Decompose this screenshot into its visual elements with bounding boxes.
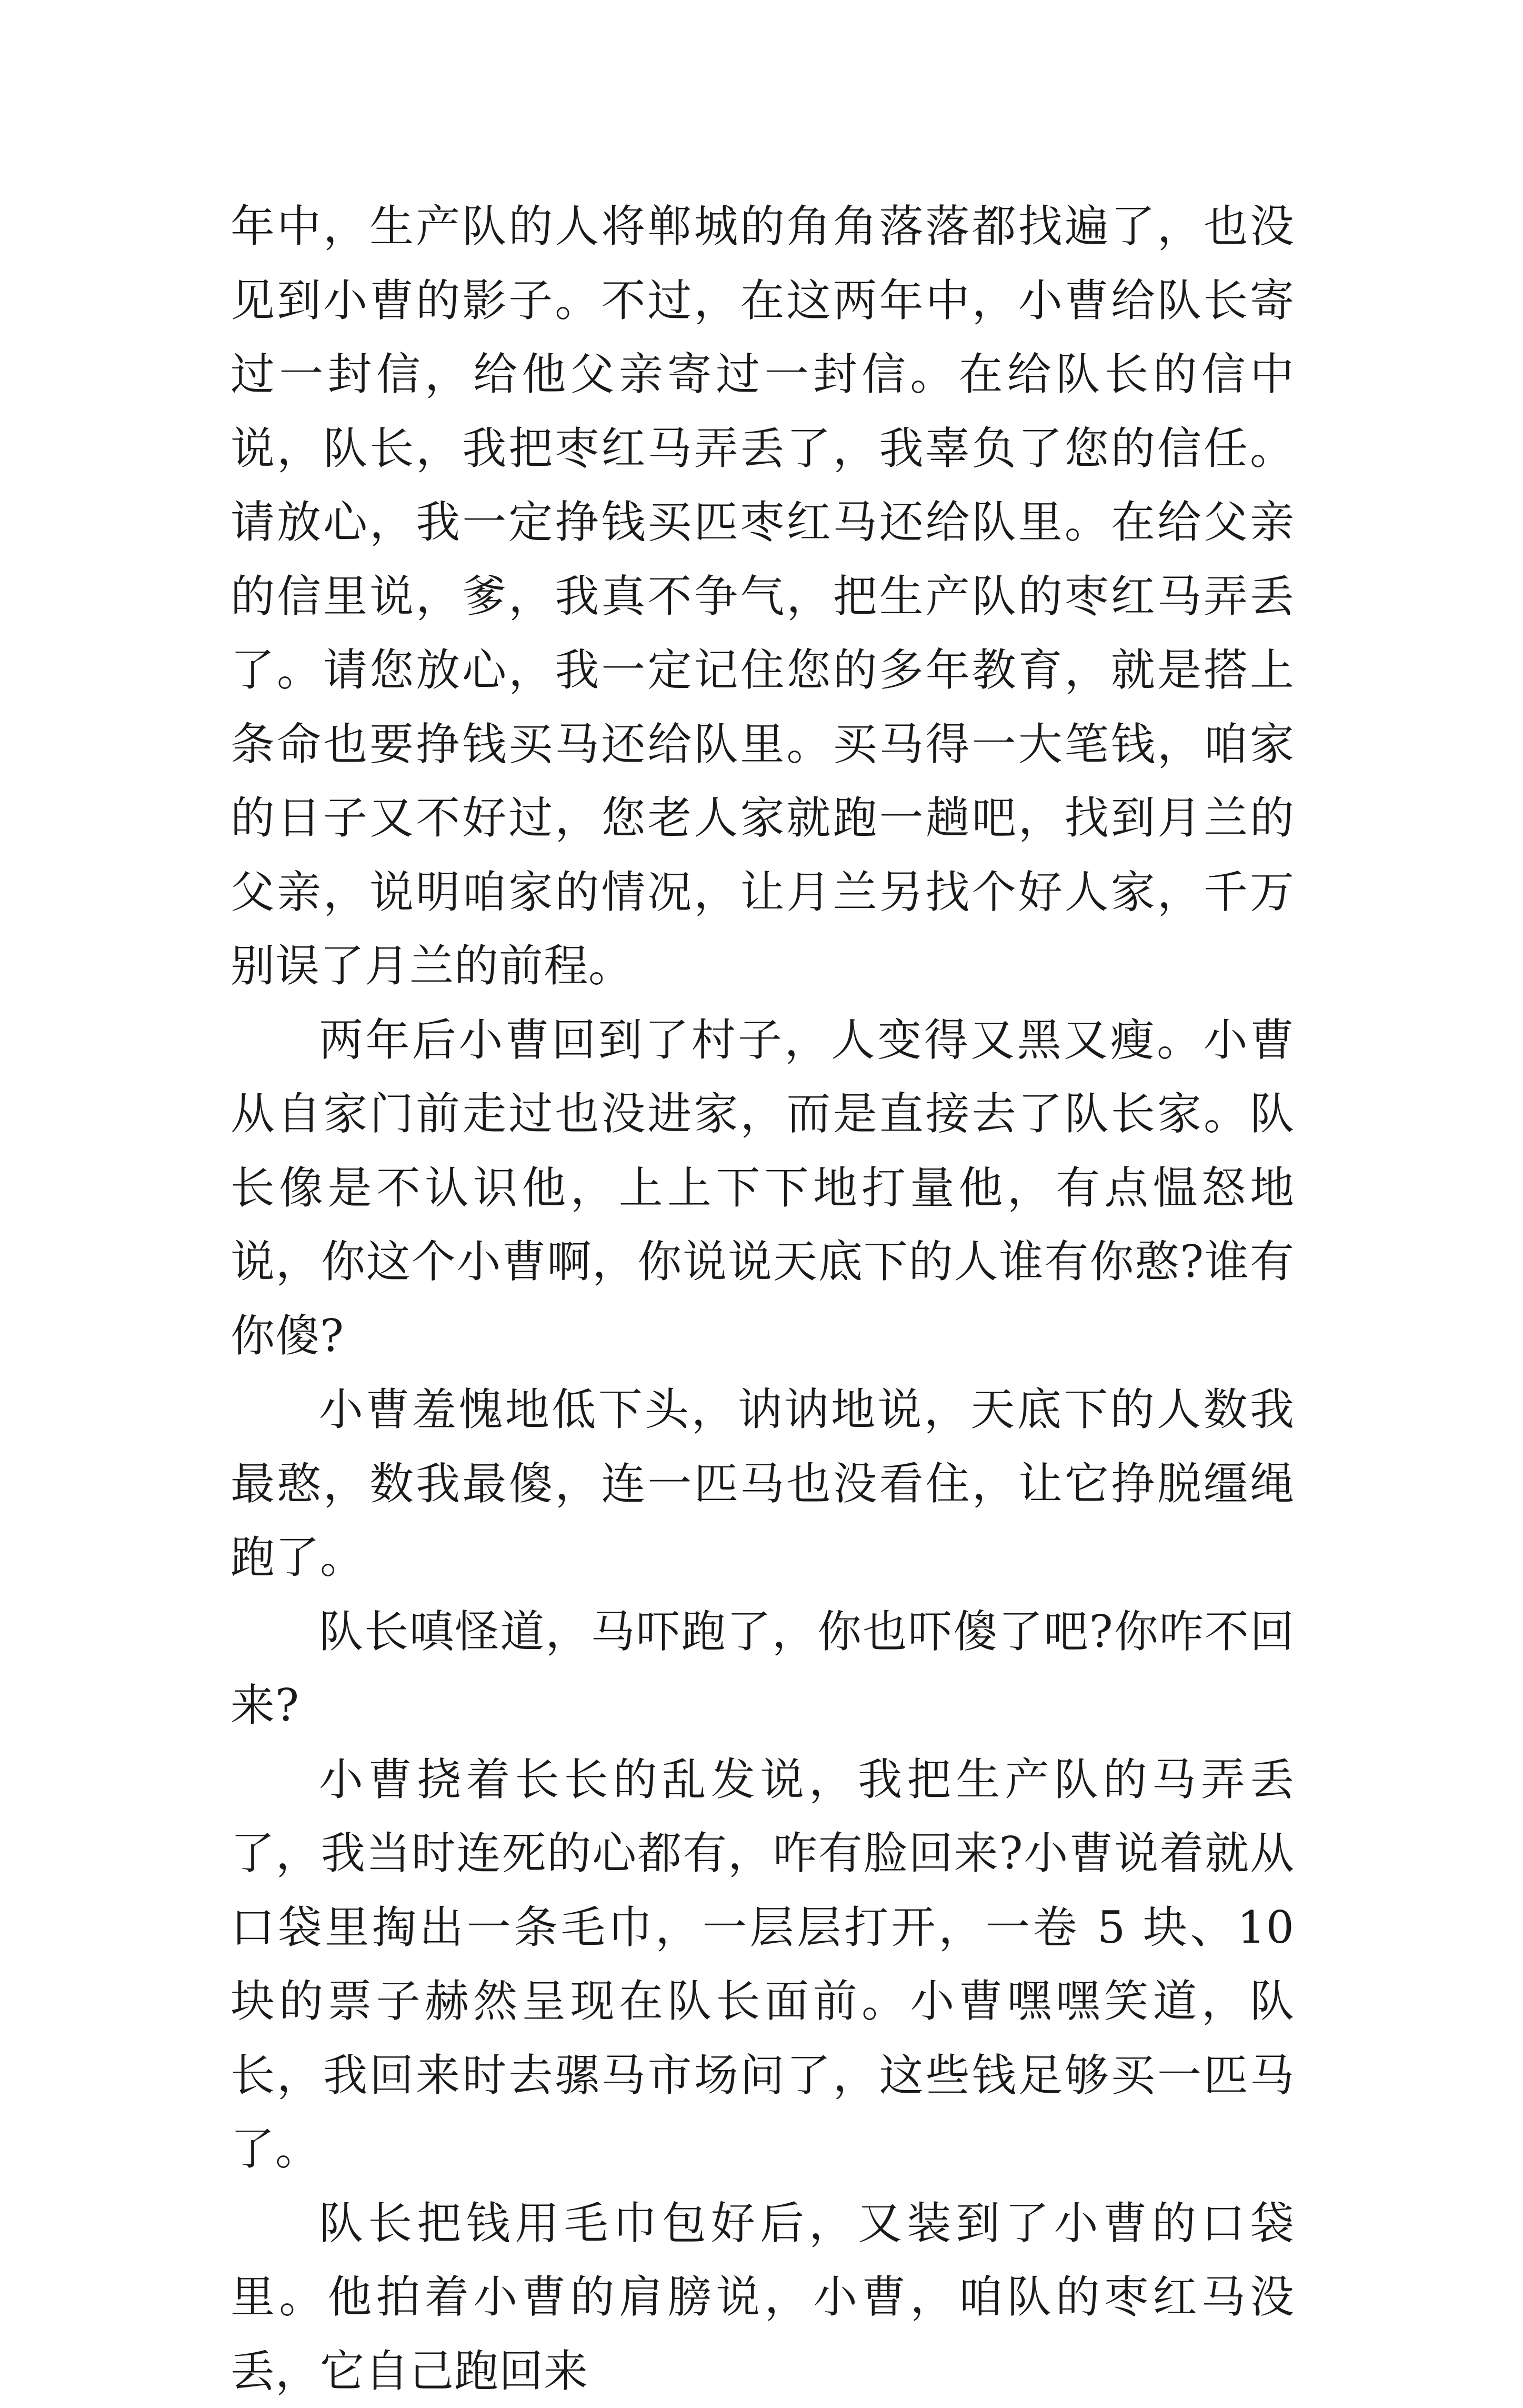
paragraph: 小曹羞愧地低下头，讷讷地说，天底下的人数我最憨，数我最傻，连一匹马也没看住，让它挣脱缰绳跑了。 bbox=[231, 1373, 1295, 1595]
paragraph-continuation: 年中，生产队的人将郸城的角角落落都找遍了，也没见到小曹的影子。不过，在这两年中，小曹给队长寄过一封信，给他父亲寄过一封信。在给队长的信中说，队长，我把枣红马弄丢了，我辜负了您的信任。请放心，我一定挣钱买匹枣红马还给队里。在给父亲的信里说，爹，我真不争气，把生产队的枣红马弄丢了。请您放心，我一定记住您的多年教育，就是搭上条命也要挣钱买马还给队里。买马得一大笔钱，咱家的日子又不好过，您老人家就跑一趟吧，找到月兰的父亲，说明咱家的情况，让月兰另找个好人家，千万别误了月兰的前程。 bbox=[231, 189, 1295, 1003]
paragraph: 小曹挠着长长的乱发说，我把生产队的马弄丢了，我当时连死的心都有，咋有脸回来?小曹说着就从口袋里掏出一条毛巾，一层层打开，一卷 5 块、10 块的票子赫然呈现在队长面前。小曹嘿嘿笑道，队长，我回来时去骡马市场问了，这些钱足够买一匹马了。 bbox=[231, 1743, 1295, 2186]
paragraph: 队长把钱用毛巾包好后，又装到了小曹的口袋里。他拍着小曹的肩膀说，小曹，咱队的枣红马没丢，它自己跑回来 bbox=[231, 2186, 1295, 2408]
paragraph: 两年后小曹回到了村子，人变得又黑又瘦。小曹从自家门前走过也没进家，而是直接去了队长家。队长像是不认识他，上上下下地打量他，有点愠怒地说，你这个小曹啊，你说说天底下的人谁有你憨?谁有你傻? bbox=[231, 1003, 1295, 1373]
paragraph: 队长嗔怪道，马吓跑了，你也吓傻了吧?你咋不回来? bbox=[231, 1595, 1295, 1743]
body-text bbox=[231, 189, 1295, 2408]
